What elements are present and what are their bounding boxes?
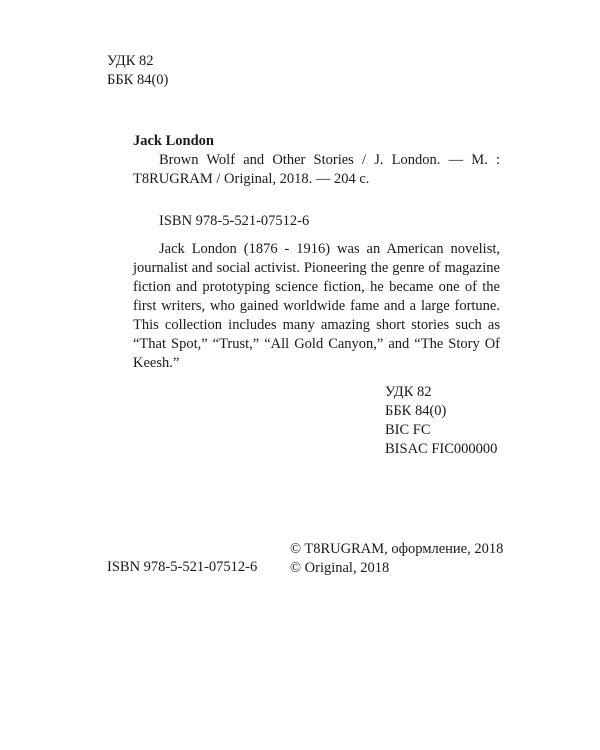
isbn-record: ISBN 978-5-521-07512-6 [159, 213, 310, 229]
bbk-code: ББК 84(0) [107, 72, 169, 88]
classification-codes-top [107, 52, 168, 90]
bisac-code: BISAC FIC000000 [385, 441, 498, 457]
annotation-text: Jack London (1876 - 1916) was an American novelist, journalist and social activist. Pioneering the genre of magazine fiction and prototyping science fiction, he became one of the first writers, who gained worldwide fame and a large fortune. This collection includes many amazing short stories such as “That Spot,” “Trust,” “All Gold Canyon,” and “The Story Of Keesh.” [133, 241, 500, 371]
bibliographic-description: Brown Wolf and Other Stories / J. London. — M. : T8RUGRAM / Original, 2018. — 204 c. [133, 152, 500, 187]
bbk-code: ББК 84(0) [385, 403, 447, 419]
annotation [133, 240, 500, 373]
copyright-original: © Original, 2018 [290, 560, 390, 576]
bic-code: BIC FC [385, 422, 431, 438]
udk-code: УДК 82 [107, 53, 154, 69]
classification-codes-right [385, 383, 497, 459]
author-name: Jack London [133, 133, 214, 149]
copyright-notices [290, 540, 503, 578]
udk-code: УДК 82 [385, 384, 432, 400]
copyright-publisher: © T8RUGRAM, оформление, 2018 [290, 541, 504, 557]
bibliographic-record [133, 132, 500, 189]
isbn-footer: ISBN 978-5-521-07512-6 [107, 559, 258, 575]
